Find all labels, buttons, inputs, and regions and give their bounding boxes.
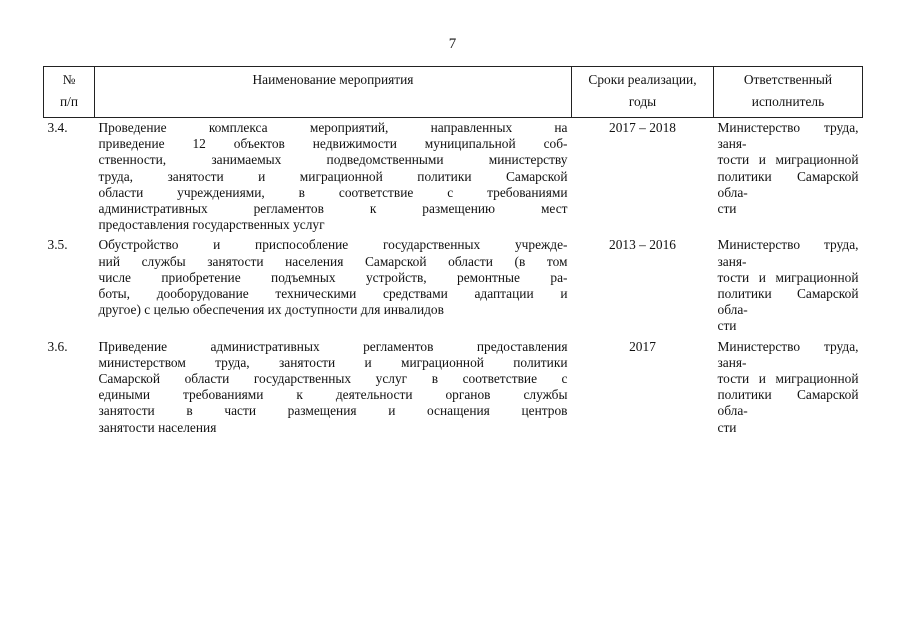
row-responsible <box>714 118 863 236</box>
row-number: 3.4. <box>47 120 68 135</box>
header-term-line2: годы <box>628 94 657 109</box>
row-responsible-line: сти <box>717 201 737 217</box>
row-name-line: министерством труда, занятости и миграционной политики <box>98 354 568 370</box>
row-name-line: области учреждениями, в соответствие с требованиями <box>98 184 568 200</box>
table-row <box>44 235 863 336</box>
row-term: 2017 – 2018 <box>609 120 676 135</box>
row-name-line: Приведение административных регламентов предоставления <box>98 338 568 354</box>
header-number-line2: п/п <box>59 94 79 109</box>
header-responsible <box>714 67 863 118</box>
row-name <box>95 235 572 336</box>
table-header <box>44 67 863 118</box>
header-term-line1: Сроки реализации, <box>588 72 697 87</box>
row-number: 3.6. <box>47 338 68 354</box>
header-term <box>572 67 714 118</box>
row-responsible <box>714 235 863 336</box>
row-name-line: административных регламентов к размещению мест <box>98 201 568 217</box>
row-name <box>95 337 572 438</box>
header-name <box>95 67 572 118</box>
row-responsible-line: тости и миграционной <box>717 152 859 168</box>
row-responsible-line: политики Самарской обла- <box>717 387 859 419</box>
row-responsible-line: политики Самарской обла- <box>717 286 859 318</box>
row-responsible-line: сти <box>717 419 737 435</box>
row-name-line: труда, занятости и миграционной политики Самарской <box>98 168 568 184</box>
row-responsible-line: тости и миграционной <box>717 269 859 285</box>
row-number: 3.5. <box>47 237 68 253</box>
row-term: 2017 <box>629 338 656 354</box>
header-name-text: Наименование мероприятия <box>252 72 414 87</box>
row-name-line: ственности, занимаемых подведомственными министерству <box>98 152 568 168</box>
row-name-line: предоставления государственных услуг <box>98 217 325 233</box>
row-name-line: Проведение комплекса мероприятий, направленных на <box>98 120 568 135</box>
row-name-line: приведение 12 объектов недвижимости муниципальной соб- <box>98 136 568 152</box>
page-number: 7 <box>448 36 457 52</box>
row-responsible-line: Министерство труда, заня- <box>717 338 859 370</box>
header-responsible-line1: Ответственный <box>743 72 833 87</box>
row-responsible-line: политики Самарской обла- <box>717 168 859 200</box>
row-responsible <box>714 337 863 438</box>
row-name-line: боты, дооборудование техническими средствами адаптации и <box>98 286 568 302</box>
header-responsible-line2: исполнитель <box>751 94 825 109</box>
table-body <box>44 118 863 438</box>
row-name-line: едиными требованиями к деятельности органов службы <box>98 387 568 403</box>
measures-table <box>43 66 863 438</box>
row-name-line: Обустройство и приспособление государственных учрежде- <box>98 237 568 253</box>
row-name-line: ний службы занятости населения Самарской области (в том <box>98 253 568 269</box>
table-row <box>44 118 863 236</box>
row-name <box>95 118 572 236</box>
header-number-line1: № <box>62 72 76 87</box>
row-name-line: занятости в части размещения и оснащения центров <box>98 403 568 419</box>
row-term: 2013 – 2016 <box>609 237 676 253</box>
row-name-line: числе приобретение подъемных устройств, ремонтные ра- <box>98 269 568 285</box>
row-responsible-line: Министерство труда, заня- <box>717 237 859 269</box>
row-responsible-line: Министерство труда, заня- <box>717 120 859 152</box>
row-name-line: Самарской области государственных услуг в соответствие с <box>98 371 568 387</box>
header-number <box>44 67 95 118</box>
row-name-line: занятости населения <box>98 419 217 435</box>
table-row <box>44 337 863 438</box>
row-responsible-line: сти <box>717 318 737 334</box>
row-responsible-line: тости и миграционной <box>717 371 859 387</box>
row-name-line: другое) с целью обеспечения их доступности для инвалидов <box>98 302 444 318</box>
